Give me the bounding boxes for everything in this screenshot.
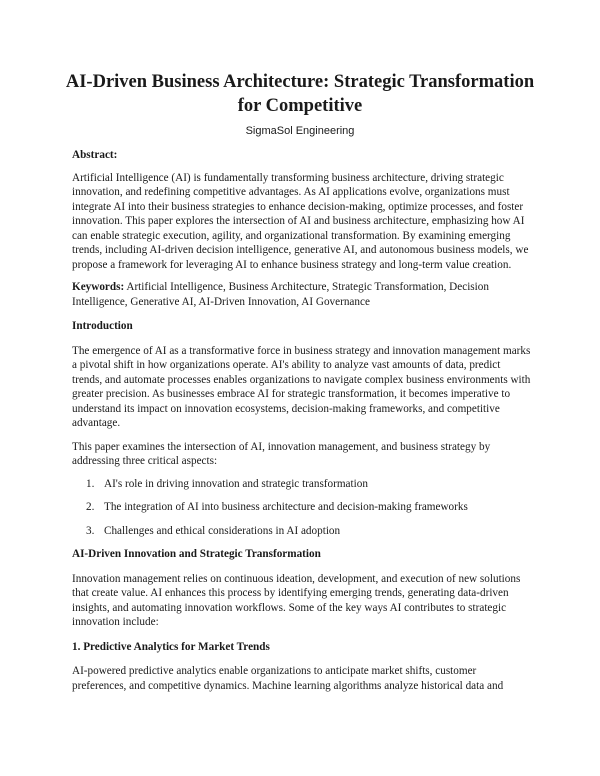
paper-author: SigmaSol Engineering	[245, 125, 355, 137]
list-item-number: 1.	[86, 477, 95, 490]
list-item	[72, 524, 532, 539]
keywords-paragraph	[72, 280, 532, 309]
list-item-number: 3.	[86, 524, 95, 537]
list-item	[72, 500, 532, 515]
paper-body	[72, 148, 532, 693]
list-item-text: AI's role in driving innovation and strategic transformation	[104, 477, 368, 490]
abstract-text: Artificial Intelligence (AI) is fundamentally transforming business architecture, driving strategic innovation, and redefining competitive advantages. As AI applications evolve, organizations must integrate AI into their business strategies to enhance decision-making, optimize processes, and foster innovation. This paper explores the intersection of AI and business architecture, emphasizing how AI can enable strategic execution, agility, and organizational transformation. By examining emerging trends, including AI-driven decision intelligence, generative AI, and autonomous business models, we propose a framework for leveraging AI to enhance business strategy and long-term value creation.	[72, 171, 529, 271]
list-item-text: Challenges and ethical considerations in AI adoption	[104, 524, 341, 537]
innovation-paragraph: Innovation management relies on continuous ideation, development, and execution of new solutions that create value. AI enhances this process by identifying emerging trends, generating data-driven insights, and automating innovation workflows. Some of the key ways AI contributes to strategic innovation include:	[72, 572, 521, 628]
introduction-heading: Introduction	[72, 320, 133, 332]
keywords-text: Artificial Intelligence, Business Architecture, Strategic Transformation, Decision Intelligence, Generative AI, AI-Driven Innovation, AI Governance	[72, 281, 489, 308]
list-item-text: The integration of AI into business architecture and decision-making frameworks	[104, 501, 468, 513]
predictive-paragraph: AI-powered predictive analytics enable organizations to anticipate market shifts, customer preferences, and competitive dynamics. Machine learning algorithms analyze historical data and	[72, 665, 504, 692]
introduction-paragraph-2: This paper examines the intersection of AI, innovation management, and business strategy by addressing three critical aspects:	[72, 440, 491, 467]
list-item-number: 2.	[86, 501, 95, 513]
innovation-heading: AI-Driven Innovation and Strategic Transformation	[72, 548, 321, 560]
predictive-heading: 1. Predictive Analytics for Market Trends	[72, 640, 270, 653]
abstract-heading: Abstract:	[72, 149, 118, 161]
paper-title: AI-Driven Business Architecture: Strategic Transformation for Competitive	[65, 72, 535, 116]
aspects-list	[72, 477, 532, 539]
list-item	[72, 477, 532, 492]
introduction-paragraph-1: The emergence of AI as a transformative force in business strategy and innovation management marks a pivotal shift in how organizations operate. AI's ability to analyze vast amounts of data, predict trends, and automate processes enables organizations to navigate complex business environments with greater precision. As businesses embrace AI for strategic transformation, it becomes imperative to understand its impact on innovation ecosystems, decision-making frameworks, and competitive advantage.	[72, 344, 531, 429]
keywords-label: Keywords:	[72, 281, 125, 293]
